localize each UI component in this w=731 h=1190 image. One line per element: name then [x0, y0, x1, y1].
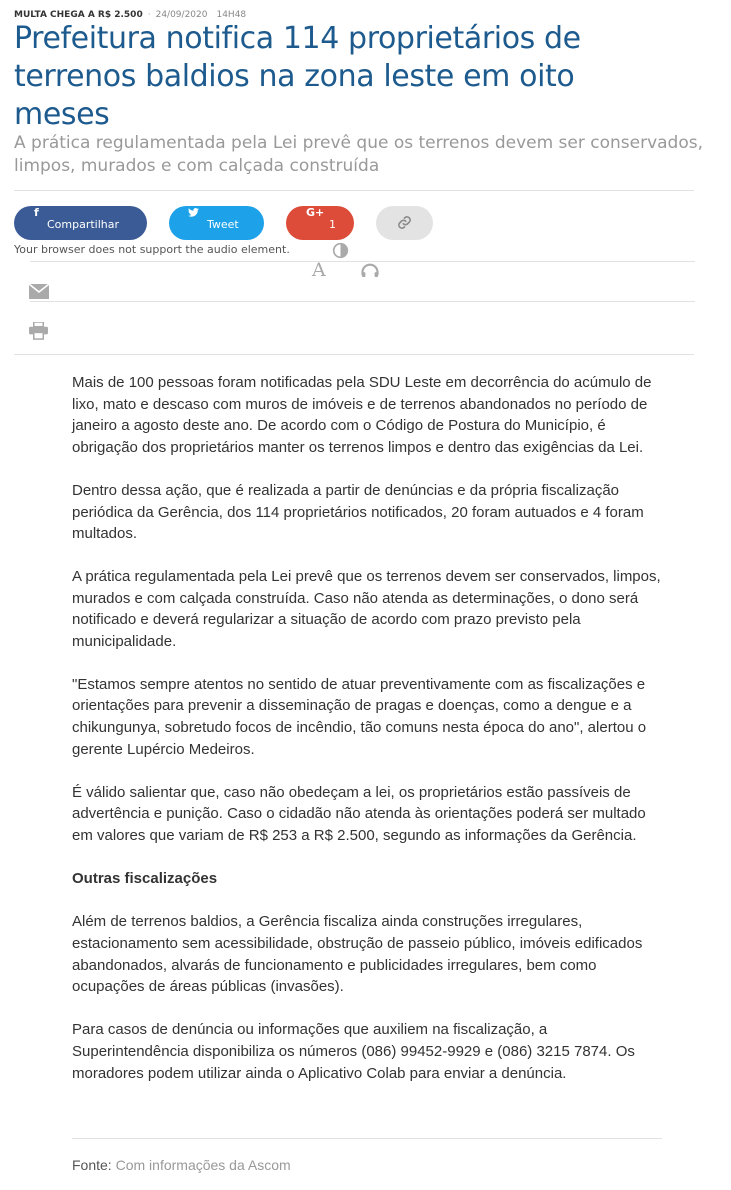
- body-paragraph: Dentro dessa ação, que é realizada a partir de denúncias e da própria fiscalização periódica da Gerência, dos 114 proprietários notificados, 20 foram autuados e 4 foram multados.: [72, 481, 644, 543]
- source-label: Fonte:: [72, 1157, 112, 1173]
- article-title: Prefeitura notifica 114 proprietários de terrenos baldios na zona leste em oito meses: [14, 21, 581, 132]
- link-icon: [397, 215, 412, 233]
- headphones-icon[interactable]: [360, 262, 380, 283]
- contrast-icon[interactable]: [332, 242, 349, 263]
- article-time: 14H48: [216, 10, 247, 20]
- meta-separator: ·: [147, 10, 151, 20]
- article-subtitle: A prática regulamentada pela Lei prevê que os terrenos devem ser conservados, limpos, murados e com calçada construída: [14, 133, 704, 176]
- body-paragraph: Para casos de denúncia ou informações que auxiliem na fiscalização, a Superintendência disponibiliza os números (086) 99452-9929 e (086) 3215 7874. Os moradores podem utilizar ainda o Aplicativo Colab para enviar a denúncia.: [72, 1021, 635, 1082]
- twitter-icon: [188, 207, 199, 220]
- article-date: 24/09/2020: [155, 10, 208, 20]
- google-plus-count: 1: [329, 218, 336, 231]
- section-heading: Outras fiscalizações: [72, 869, 218, 887]
- body-paragraph: Mais de 100 pessoas foram notificadas pela SDU Leste em decorrência do acúmulo de lixo, mato e descaso com muros de imóveis e de terrenos abandonados no período de janeiro a agosto deste ano. De acordo com o Código de Postura do Município, é obrigação dos proprietários manter os terrenos limpos e dentro das exigências da Lei.: [72, 374, 652, 457]
- facebook-share-button[interactable]: [14, 206, 147, 240]
- source-text[interactable]: Com informações da Ascom: [115, 1157, 291, 1173]
- google-plus-button[interactable]: [286, 206, 354, 240]
- article-source: [72, 1157, 291, 1173]
- divider: [14, 190, 694, 191]
- divider: [30, 301, 695, 302]
- print-icon[interactable]: [29, 322, 48, 344]
- article-body: [72, 372, 662, 1105]
- audio-fallback-text: Your browser does not support the audio element.: [14, 243, 290, 256]
- article-meta: [14, 10, 246, 20]
- body-paragraph: É válido salientar que, caso não obedeçam a lei, os proprietários estão passíveis de advertência e punição. Caso o cidadão não atenda às orientações poderá ser multado em valores que variam de R$ 253 a R$ 2.500, segundo as informações da Gerência.: [72, 783, 646, 844]
- facebook-share-label: Compartilhar: [47, 218, 120, 231]
- divider: [14, 354, 694, 355]
- facebook-icon: f: [34, 206, 39, 219]
- body-paragraph: "Estamos sempre atentos no sentido de atuar preventivamente com as fiscalizações e orientações para prevenir a disseminação de pragas e doenças, como a dengue e a chikungunya, sobretudo focos de incêndio, tão comuns nesta época do ano", alertou o gerente Lupércio Medeiros.: [72, 675, 647, 758]
- tweet-label: Tweet: [207, 218, 239, 231]
- body-paragraph: A prática regulamentada pela Lei prevê que os terrenos devem ser conservados, limpos, murados e com calçada construída. Caso não atenda as determinações, o dono será notificado e deverá regularizar a situação de acordo com prazo previsto pela municipalidade.: [72, 567, 661, 651]
- copy-link-button[interactable]: [376, 206, 433, 240]
- tweet-button[interactable]: [169, 206, 264, 240]
- body-paragraph: Além de terrenos baldios, a Gerência fiscaliza ainda construções irregulares, estacionamento sem acessibilidade, obstrução de passeio público, imóveis edificados abandonados, alvarás de funcionamento e publicidades irregulares, bem como ocupações de áreas públicas (invasões).: [72, 913, 643, 996]
- article-tag[interactable]: MULTA CHEGA A R$ 2.500: [14, 10, 143, 20]
- divider: [72, 1138, 662, 1139]
- font-size-icon[interactable]: A: [312, 259, 326, 281]
- google-plus-icon: G+: [306, 206, 325, 219]
